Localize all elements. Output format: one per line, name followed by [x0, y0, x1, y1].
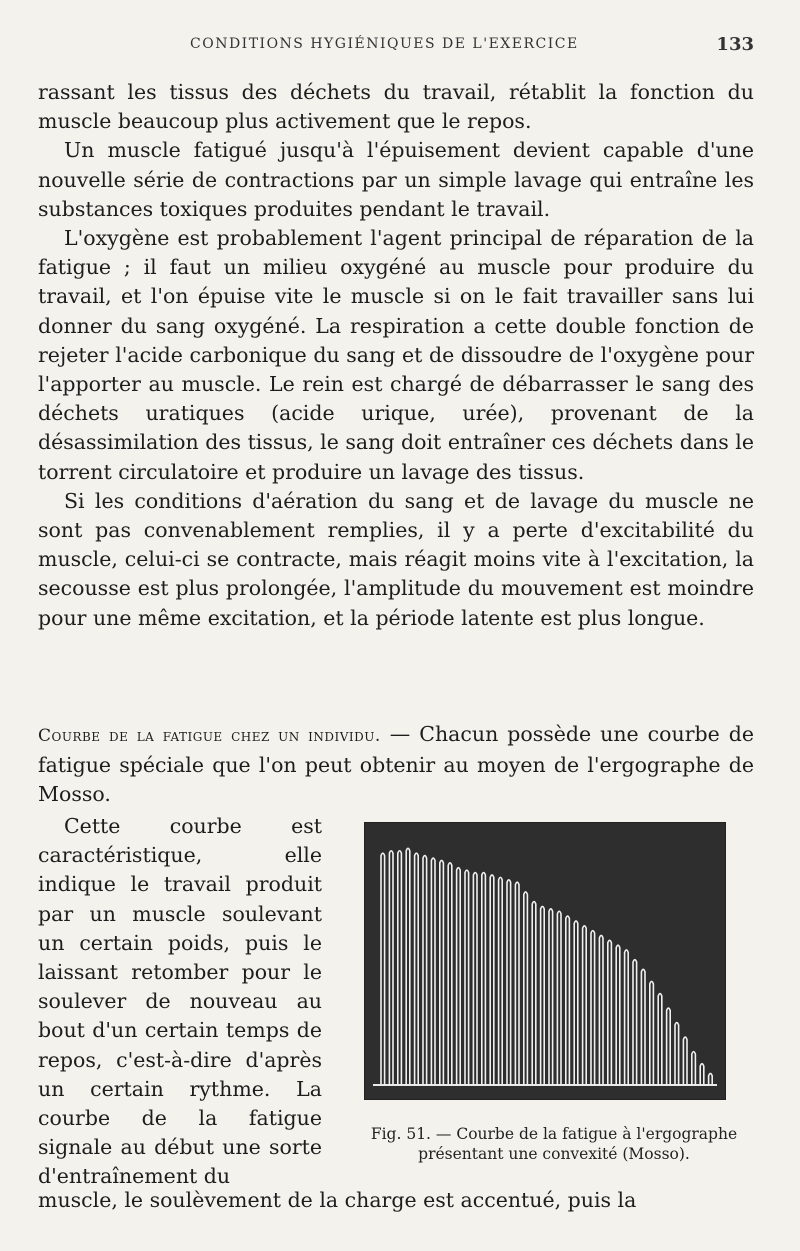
page-number: 133 [716, 34, 754, 55]
contraction-stroke [431, 858, 435, 1085]
contraction-stroke [675, 1023, 679, 1085]
section-opening [38, 720, 754, 810]
ergograph-figure [364, 822, 726, 1100]
contraction-stroke [683, 1037, 687, 1085]
contraction-stroke [423, 856, 427, 1085]
contraction-stroke [667, 1008, 671, 1085]
contraction-stroke [440, 860, 444, 1085]
body-text-bottom [38, 1186, 754, 1215]
section-intro: — Chacun possède une courbe de fatigue spéciale que l'on peut obtenir au moyen de l'ergographe de Mosso. [38, 722, 754, 807]
page-header [40, 36, 760, 58]
contraction-stroke [398, 851, 402, 1085]
contraction-stroke [415, 853, 419, 1085]
contraction-stroke [381, 853, 385, 1085]
contraction-stroke [389, 851, 393, 1085]
contraction-stroke [583, 926, 587, 1085]
contraction-stroke [616, 945, 620, 1085]
contraction-stroke [566, 916, 570, 1085]
contraction-stroke [515, 882, 519, 1085]
fatigue-curve-trace [365, 823, 725, 1099]
contraction-stroke [608, 940, 612, 1085]
contraction-stroke [591, 931, 595, 1085]
contraction-stroke [465, 870, 469, 1085]
paragraph-1: rassant les tissus des déchets du travail, rétablit la fonction du muscle beaucoup plus activement que le repos. [38, 80, 754, 134]
contraction-stroke [507, 880, 511, 1085]
section-heading: Courbe de la fatigue chez un individu. [38, 726, 381, 746]
contraction-stroke [457, 868, 461, 1085]
section-paragraph [38, 720, 754, 810]
contraction-stroke [650, 981, 654, 1085]
contraction-stroke [700, 1064, 704, 1085]
contraction-stroke [406, 848, 410, 1085]
contraction-stroke [473, 873, 477, 1085]
contraction-stroke [549, 909, 553, 1085]
paragraph-6: Cette courbe est caractéristique, elle indique le travail produit par un muscle soulevant un certain poids, puis le laissant retomber pour le soulever de nouveau au bout d'un certain temps de repos, c'est-à-dire d'après un certain rythme. La courbe de la fatigue signale au début une sorte d'entraînement du [38, 814, 322, 1189]
paragraph-4: Si les conditions d'aération du sang et de lavage du muscle ne sont pas convenablement remplies, il y a perte d'excitabilité du muscle, celui-ci se contracte, mais réagit moins vite à l'excitation, la secousse est plus prolongée, l'amplitude du mouvement est moindre pour une même excitation, et la période latente est plus longue. [38, 488, 754, 630]
paragraph-7: muscle, le soulèvement de la charge est accentué, puis la [38, 1188, 637, 1212]
contraction-stroke [625, 950, 629, 1085]
body-text-top [38, 78, 754, 633]
contraction-stroke [692, 1052, 696, 1085]
paragraph-3: L'oxygène est probablement l'agent principal de réparation de la fatigue ; il faut un milieu oxygéné au muscle pour produire du travail, et l'on épuise vite le muscle si on le fait travailler sans lui donner du sang oxygéné. La respiration a cette double fonction de rejeter l'acide carbonique du sang et de dissoudre de l'oxygène pour l'apporter au muscle. Le rein est chargé de débarrasser le sang des déchets uratiques (acide urique, urée), provenant de la désassimilation des tissus, le sang doit entraîner ces déchets dans le torrent circulatoire et produire un lavage des tissus. [38, 226, 754, 484]
wrapped-text [38, 812, 322, 1192]
contraction-stroke [599, 935, 603, 1085]
contraction-stroke [557, 911, 561, 1085]
contraction-stroke [541, 906, 545, 1085]
contraction-stroke [633, 960, 637, 1085]
contraction-stroke [499, 877, 503, 1085]
contraction-stroke [574, 921, 578, 1085]
paragraph-2: Un muscle fatigué jusqu'à l'épuisement devient capable d'une nouvelle série de contractions par un simple lavage qui entraîne les substances toxiques produites pendant le travail. [38, 138, 754, 221]
contraction-stroke [709, 1073, 713, 1085]
contraction-stroke [490, 875, 494, 1085]
contraction-stroke [641, 969, 645, 1085]
contraction-stroke [532, 902, 536, 1085]
contraction-stroke [524, 892, 528, 1085]
figure-caption: Fig. 51. — Courbe de la fatigue à l'ergographe présentant une convexité (Mosso). [370, 1125, 738, 1163]
contraction-stroke [658, 994, 662, 1085]
contraction-stroke [482, 873, 486, 1085]
contraction-stroke [448, 863, 452, 1085]
running-head: CONDITIONS HYGIÉNIQUES DE L'EXERCICE [190, 36, 579, 52]
